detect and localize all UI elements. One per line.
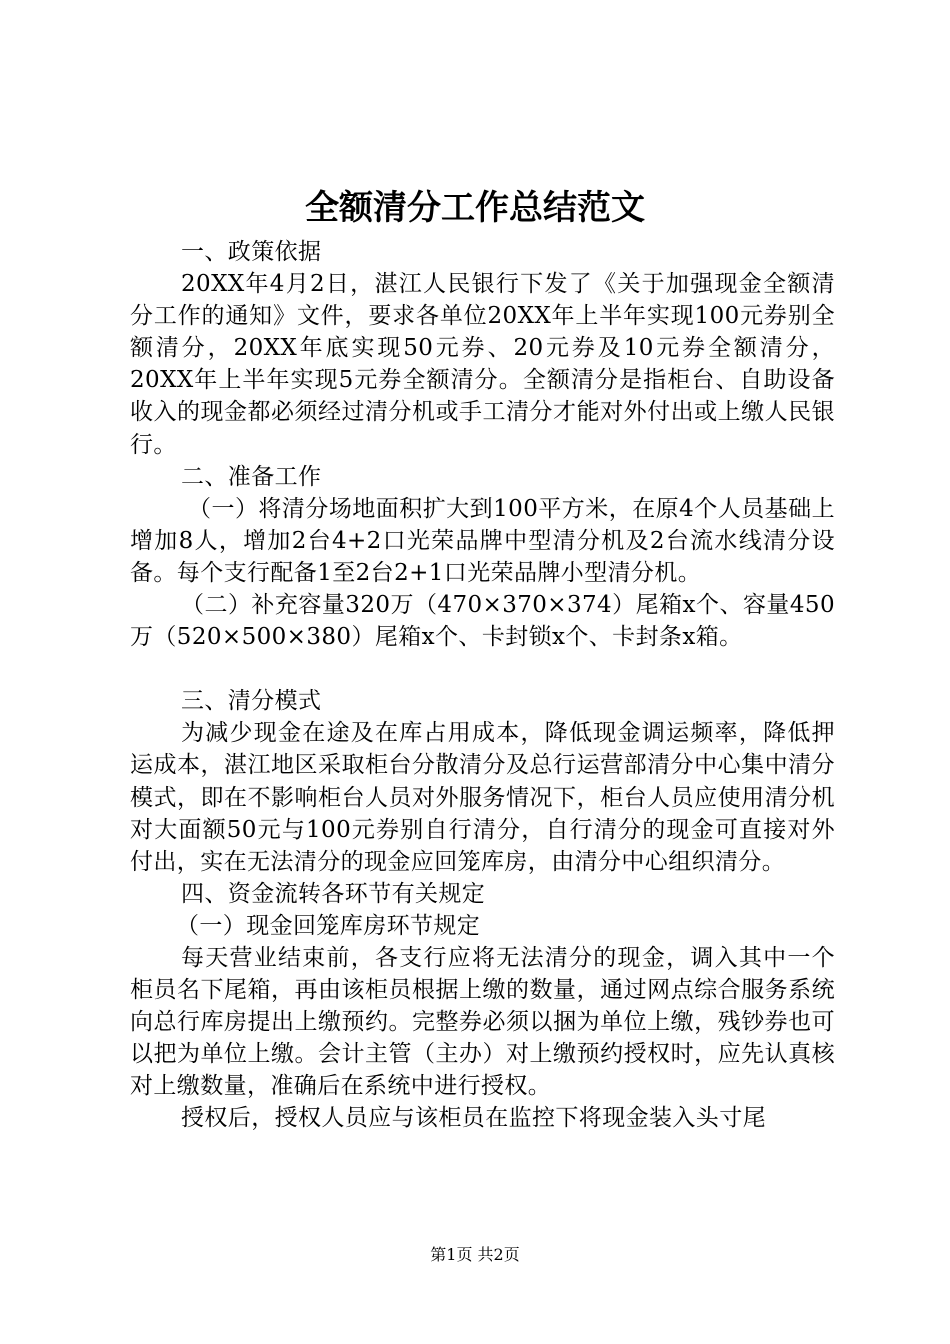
paragraph-preparation-1: （一）将清分场地面积扩大到100平方米，在原4个人员基础上增加8人，增加2台4+2口光荣品牌中型清分机及2台流水线清分设备。每个支行配备1至2台2+1口光荣品牌小型清分机。	[130, 495, 835, 586]
page-number: 第1页 共2页	[430, 1245, 520, 1264]
paragraph-sorting-mode: 为减少现金在途及在库占用成本，降低现金调运频率，降低押运成本，湛江地区采取柜台分散清分及总行运营部清分中心集中清分模式，即在不影响柜台人员对外服务情况下，柜台人员应使用清分机对大面额50元与100元券别自行清分，自行清分的现金可直接对外付出，实在无法清分的现金应回笼库房，由清分中心组织清分。	[130, 720, 835, 875]
paragraph-authorization: 授权后，授权人员应与该柜员在监控下将现金装入头寸尾	[181, 1105, 766, 1132]
paragraph-gap	[130, 653, 835, 685]
document-body	[130, 236, 835, 1135]
subheading-cash-return: （一）现金回笼库房环节规定	[176, 912, 481, 939]
section-heading-sorting-mode: 三、清分模式	[181, 688, 322, 715]
document-title: 全额清分工作总结范文	[305, 188, 645, 228]
paragraph-cash-return: 每天营业结束前，各支行应将无法清分的现金，调入其中一个柜员名下尾箱，再由该柜员根据上缴的数量，通过网点综合服务系统向总行库房提出上缴预约。完整券必须以捆为单位上缴，残钞券也可以把为单位上缴。会计主管（主办）对上缴预约授权时，应先认真核对上缴数量，准确后在系统中进行授权。	[130, 944, 835, 1100]
paragraph-preparation-2: （二）补充容量320万（470×370×374）尾箱x个、容量450万（520×500×380）尾箱x个、卡封锁x个、卡封条x箱。	[130, 592, 835, 651]
section-heading-policy-basis: 一、政策依据	[181, 239, 322, 265]
section-heading-fund-flow: 四、资金流转各环节有关规定	[181, 880, 486, 907]
section-heading-preparation: 二、准备工作	[181, 463, 322, 490]
paragraph-policy-basis: 20XX年4月2日，湛江人民银行下发了《关于加强现金全额清分工作的通知》文件，要求各单位20XX年上半年实现100元券别全额清分，20XX年底实现50元券、20元券及10元券全额清分，20XX年上半年实现5元券全额清分。全额清分是指柜台、自助设备收入的现金都必须经过清分机或手工清分才能对外付出或上缴人民银行。	[130, 271, 835, 458]
